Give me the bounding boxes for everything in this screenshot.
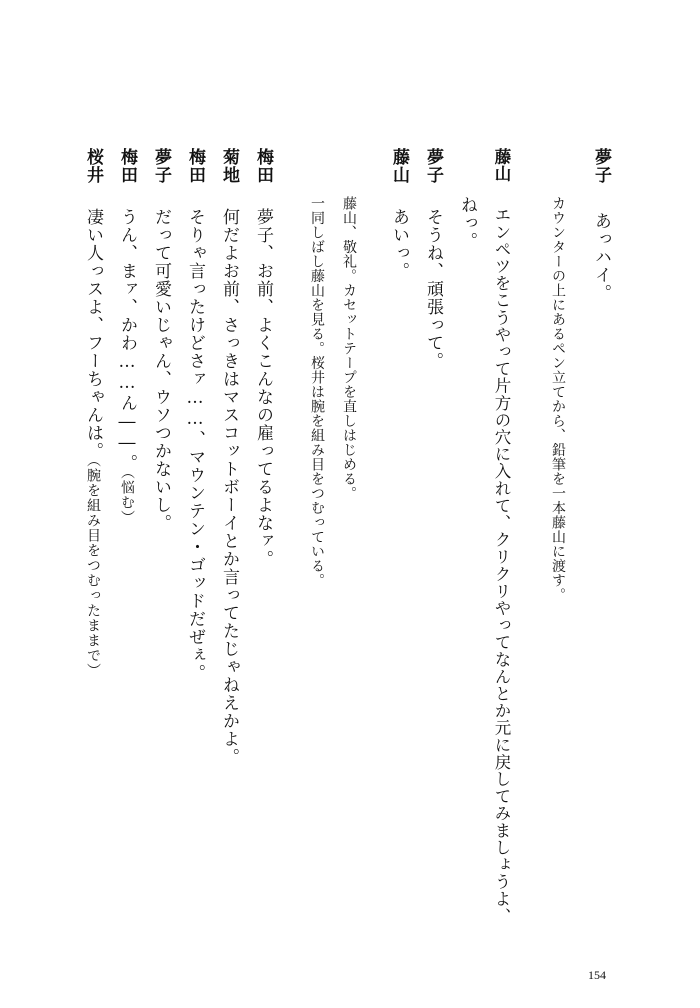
dialogue-text: エンペツをこうやって片方の穴に入れて、クリクリやってなんとか元に戻してみましょうよ、 — [492, 206, 511, 925]
dialogue-text: うん、まァ、かわ……ん――。 — [117, 208, 137, 472]
dialogue-text: そりゃ言ったけどさァ……、マウンテン・ゴッドだぜぇ。 — [185, 208, 205, 682]
speaker-name: 藤山 — [492, 148, 511, 183]
speaker-name: 梅田 — [117, 148, 137, 184]
dialogue-line — [422, 148, 444, 370]
dialogue-text: 夢子、お前、よくこんなの雇ってるよなァ。 — [253, 208, 273, 568]
dialogue-line — [116, 148, 138, 525]
dialogue-text: そうね、頑張って。 — [423, 208, 443, 370]
dialogue-text: ねっ。 — [457, 196, 477, 250]
dialogue-line — [590, 148, 612, 302]
stage-direction-text: 藤山、敬礼。カセットテープを直しはじめる。 — [341, 196, 357, 501]
dialogue-line — [388, 148, 410, 280]
speaker-name: 夢子 — [151, 148, 171, 184]
stage-direction — [306, 196, 328, 588]
speaker-name: 桜井 — [83, 148, 103, 184]
dialogue-line — [82, 148, 104, 678]
page-number: 154 — [588, 968, 606, 982]
dialogue-line — [252, 148, 274, 568]
dialogue-text: あいっ。 — [389, 208, 409, 280]
stage-direction — [338, 196, 360, 501]
speaker-name: 夢子 — [591, 148, 611, 184]
dialogue-line — [150, 148, 172, 532]
speaker-name: 夢子 — [423, 148, 443, 184]
dialogue-line — [490, 148, 512, 924]
dialogue-line — [184, 148, 206, 682]
stage-direction-text: 一同しばし藤山を見る。桜井は腕を組み目をつむっている。 — [309, 196, 325, 588]
acting-note: （悩む） — [119, 472, 135, 525]
dialogue-line — [218, 148, 240, 766]
dialogue-text: あっハイ。 — [591, 212, 611, 302]
stage-direction — [547, 196, 569, 602]
speaker-name: 菊地 — [219, 148, 239, 184]
speaker-name: 藤山 — [389, 148, 409, 184]
dialogue-text: だって可愛いじゃん、ウソつかないし。 — [151, 208, 171, 532]
speaker-name: 梅田 — [253, 148, 273, 184]
dialogue-continuation — [456, 196, 478, 250]
dialogue-text: 凄い人っスよ、フーちゃんは。 — [83, 208, 103, 460]
speaker-name: 梅田 — [185, 148, 205, 184]
acting-note: （腕を組み目をつむったままで） — [85, 460, 101, 678]
dialogue-text: 何だよお前、さっきはマスコットボーイとか言ってたじゃねえかよ。 — [219, 208, 239, 766]
stage-direction-text: カウンターの上にあるペン立てから、鉛筆を一本藤山に渡す。 — [550, 196, 566, 602]
